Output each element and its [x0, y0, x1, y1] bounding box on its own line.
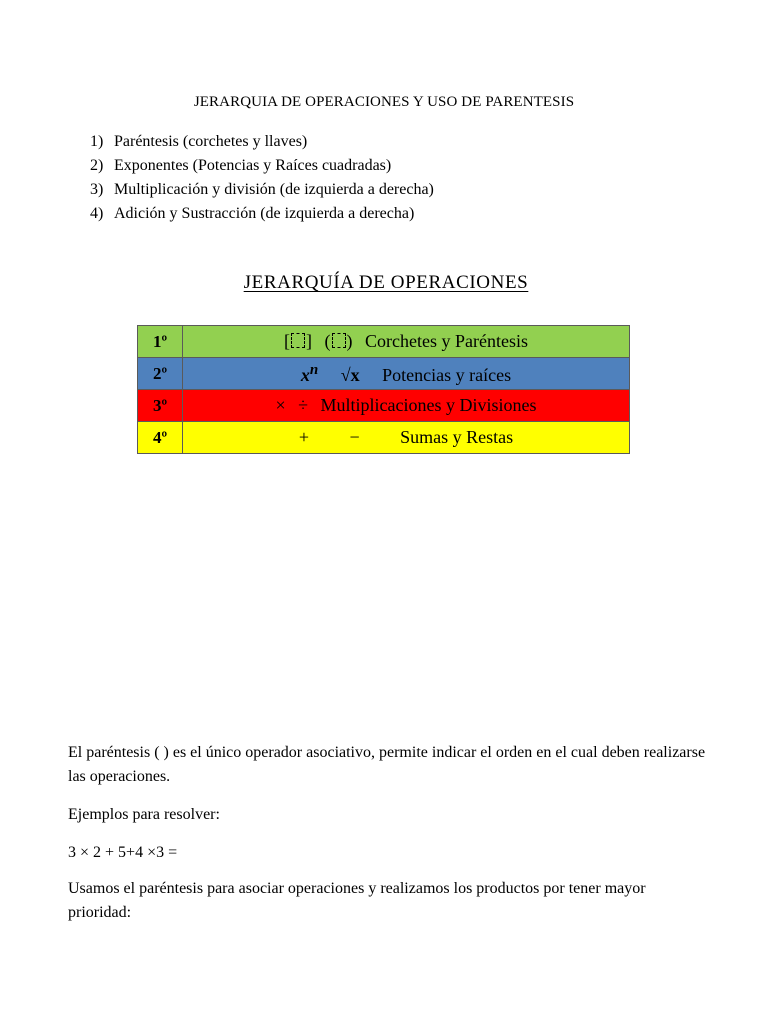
divide-icon: ÷ — [298, 395, 309, 415]
minus-icon: − — [349, 427, 360, 447]
brackets-icon: [ ] — [284, 331, 313, 351]
list-item: 1) Paréntesis (corchetes y llaves) — [90, 133, 308, 150]
example-expression: 3 × 2 + 5+4 ×3 = — [68, 844, 178, 861]
multiply-icon: × — [275, 395, 286, 415]
order-cell: 2º — [138, 358, 183, 390]
paragraph-explanation: Usamos el paréntesis para asociar operaciones y realizamos los productos por tener mayor prioridad: — [68, 880, 646, 921]
hierarchy-table — [137, 325, 630, 454]
list-item: 4) Adición y Sustracción (de izquierda a derecha) — [90, 205, 415, 222]
description-cell: + − Sumas y Restas — [183, 422, 630, 454]
description-cell: $x^n$ √x Potencias y raíces — [183, 358, 630, 390]
description-cell: [ ] ( ) Corchetes y Paréntesis — [183, 326, 630, 358]
parentheses-icon: ( ) — [324, 331, 353, 351]
list-item: 2) Exponentes (Potencias y Raíces cuadradas) — [90, 157, 392, 174]
table-title: JERARQUÍA DE OPERACIONES — [243, 272, 529, 293]
paragraph-examples-heading: Ejemplos para resolver: — [68, 806, 220, 823]
list-item: 3) Multiplicación y división (de izquierda a derecha) — [90, 181, 434, 198]
table-row — [138, 358, 630, 390]
page-title: JERARQUIA DE OPERACIONES Y USO DE PARENTESIS — [193, 94, 575, 110]
order-cell: 3º — [138, 390, 183, 422]
order-cell: 4º — [138, 422, 183, 454]
hierarchy-rule-list — [90, 130, 434, 226]
paragraph-definition: El paréntesis ( ) es el único operador asociativo, permite indicar el orden en el cual deben realizarse las operaciones. — [68, 744, 706, 785]
plus-icon: + — [298, 427, 309, 447]
order-cell: 1º — [138, 326, 183, 358]
description-cell: × ÷ Multiplicaciones y Divisiones — [183, 390, 630, 422]
root-symbol: √x — [340, 364, 360, 385]
table-row — [138, 326, 630, 358]
table-row — [138, 390, 630, 422]
table-row — [138, 422, 630, 454]
power-symbol: $x^n$ — [300, 361, 319, 385]
